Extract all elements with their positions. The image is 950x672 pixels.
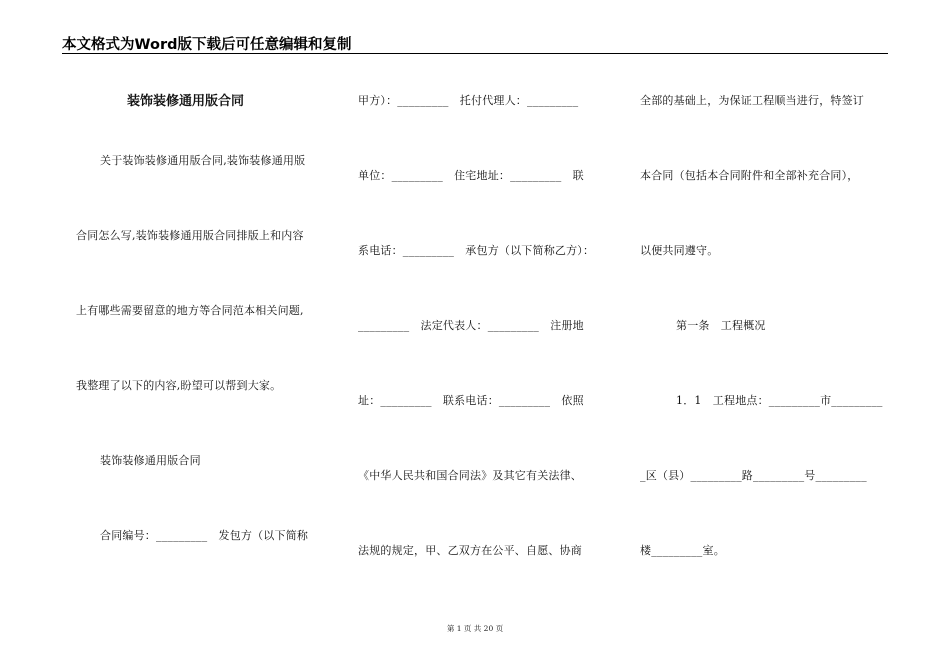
paragraph-line: 合同怎么写,装饰装修通用版合同排版上和内容 — [76, 229, 304, 242]
paragraph-line: 全部的基础上，为保证工程顺当进行，特签订 — [640, 94, 864, 107]
paragraph-line: 1．1 工程地点：_________市_________ — [676, 394, 883, 407]
header-divider — [62, 53, 888, 54]
paragraph-line: _________ 法定代表人：_________ 注册地 — [358, 319, 584, 332]
header-text: 本文格式为Word版下载后可任意编辑和复制 — [62, 37, 352, 53]
paragraph-line: _区（县）_________路_________号_________ — [640, 469, 867, 482]
paragraph-line: 址：_________ 联系电话：_________ 依照 — [358, 394, 584, 407]
paragraph-line: 系电话：_________ 承包方（以下简称乙方）： — [358, 244, 595, 257]
section-heading: 第一条 工程概况 — [676, 319, 766, 332]
paragraph-line: 上有哪些需要留意的地方等合同范本相关问题, — [76, 304, 304, 317]
paragraph-line: 本合同（包括本合同附件和全部补充合同）， — [640, 169, 859, 182]
paragraph-line: 合同编号：_________ 发包方（以下简称 — [100, 529, 309, 542]
paragraph-line: 以便共同遵守。 — [640, 244, 719, 257]
document-title: 装饰装修通用版合同 — [127, 94, 245, 109]
paragraph-line: 单位：_________ 住宅地址：_________ 联 — [358, 169, 584, 182]
paragraph-line: 关于装饰装修通用版合同,装饰装修通用版 — [100, 154, 306, 167]
paragraph-line: 甲方）：_________ 托付代理人：_________ — [358, 94, 579, 107]
document-header — [62, 34, 888, 54]
paragraph-line: 《中华人民共和国合同法》及其它有关法律、 — [358, 469, 582, 482]
paragraph-line: 我整理了以下的内容,盼望可以帮到大家。 — [76, 379, 282, 392]
subtitle-line: 装饰装修通用版合同 — [100, 454, 201, 467]
paragraph-line: 法规的规定，甲、乙双方在公平、自愿、协商 — [358, 544, 582, 557]
page-number: 第 1 页 共 20 页 — [446, 624, 504, 633]
paragraph-line: 楼_________室。 — [640, 544, 725, 557]
